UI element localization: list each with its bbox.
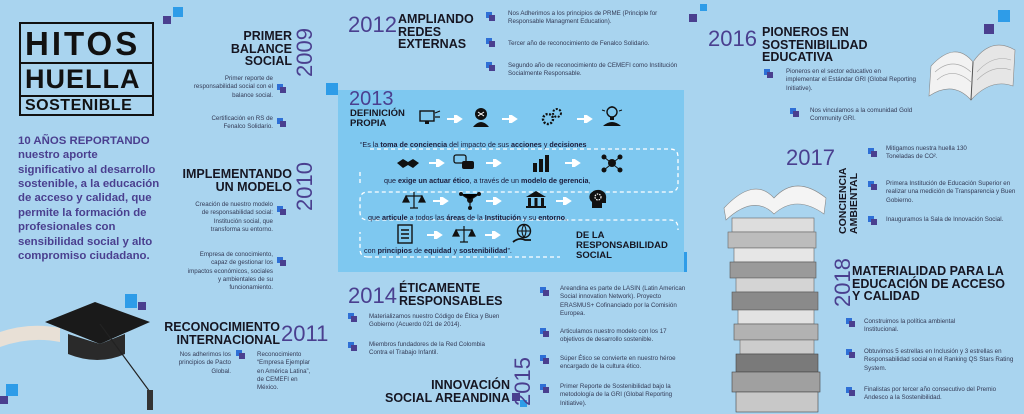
brain-person-icon — [469, 107, 493, 127]
year-2015: 2015 — [510, 357, 535, 406]
section-2012-heading: AMPLIANDO REDES EXTERNAS — [398, 12, 474, 51]
bullet-icon — [277, 84, 286, 93]
item-2010-1: Creación de nuestro modelo de responsabilidad social: Institución social, que transforma su entorno. — [195, 201, 273, 234]
item-2016-1: Pioneros en el sector educativo en implementar el Estándar GRI (Global Reporting Initiative). — [786, 68, 916, 92]
decor-square — [689, 14, 697, 22]
item-2015-1: Areandina es parte de LASIN (Latin American Social innovation Network). Proyecto ERASMUS+ Cofinanciado por la Comisión Europea. — [560, 285, 686, 318]
arrow-right-icon — [486, 159, 502, 167]
decor-square — [326, 83, 338, 95]
arrow-right-icon — [502, 115, 518, 123]
year-2017: 2017 — [786, 145, 835, 170]
checklist-icon — [394, 224, 418, 244]
bullet-icon — [540, 384, 549, 393]
flow-line-4: con principios de equidad y sostenibilidad”. — [364, 246, 512, 255]
arrow-right-icon — [565, 159, 581, 167]
bullet-icon — [540, 355, 549, 364]
bullet-icon — [868, 181, 877, 190]
bullet-icon — [540, 328, 549, 337]
item-2015-2: Articulamos nuestro modelo con los 17 objetivos de desarrollo sostenible. — [560, 328, 667, 344]
section-2011-heading: RECONOCIMIENTO INTERNACIONAL — [164, 320, 280, 347]
bullet-icon — [540, 287, 549, 296]
lightbulb-person-icon — [600, 106, 624, 126]
gears-head-icon — [586, 189, 610, 209]
arrow-right-icon — [427, 231, 443, 239]
section-2013-heading: DEFINICIÓN PROPIA — [350, 108, 405, 129]
decor-square — [173, 7, 183, 17]
section-2010-heading: IMPLEMENTANDO UN MODELO — [182, 167, 292, 194]
arrow-right-icon — [486, 197, 502, 205]
monitor-icon — [418, 109, 442, 129]
handshake-icon — [396, 153, 420, 173]
year-2010: 2010 — [292, 162, 317, 211]
section-2017-heading: CONCIENCIA AMBIENTAL — [837, 167, 861, 234]
section-2013-tail: DE LA RESPONSABILIDAD SOCIAL — [576, 230, 668, 261]
section-2018-heading: MATERIALIDAD PARA LA EDUCACIÓN DE ACCESO Y CALIDAD — [852, 264, 1006, 303]
bullet-icon — [868, 148, 877, 157]
year-2012: 2012 — [348, 12, 397, 37]
scales-icon — [452, 224, 476, 244]
item-2009-2: Certificación en RS de Fenalco Solidario. — [211, 115, 273, 131]
book-stack-icon — [714, 174, 834, 414]
arrow-right-icon — [577, 115, 593, 123]
year-2013: 2013 — [349, 88, 394, 110]
graduation-cap-icon — [0, 292, 160, 414]
bullet-icon — [764, 69, 773, 78]
arrow-right-icon — [429, 159, 445, 167]
bullet-icon — [868, 216, 877, 225]
item-2014-1: Materializamos nuestro Código de Ética y Buen Gobierno (Acuerdo 021 de 2014). — [369, 313, 500, 329]
item-2009-1: Primer reporte de responsabilidad social con el balance social. — [193, 75, 273, 99]
section-2015-heading: INNOVACIÓN SOCIAL AREANDINA — [384, 378, 510, 405]
bullet-icon — [277, 257, 286, 266]
year-2014: 2014 — [348, 283, 397, 308]
item-2015-3: Súper Ético se convierte en nuestro héroe encargado de la cultura ético. — [560, 355, 676, 371]
arrow-right-icon — [485, 231, 501, 239]
item-2011-2: Reconocimiento “Empresa Ejemplar en América Latina”, de CEMEFI en México. — [257, 351, 311, 392]
item-2014-2: Miembros fundadores de la Red Colombia Contra el Trabajo Infantil. — [369, 341, 485, 357]
item-2012-2: Tercer año de reconocimiento de Fenalco Solidario. — [508, 40, 650, 47]
title-box — [19, 22, 154, 116]
bullet-icon — [348, 342, 357, 351]
bullet-icon — [486, 38, 495, 47]
network-icon — [458, 190, 482, 210]
bar-chart-icon — [530, 153, 554, 173]
speech-icon — [452, 153, 476, 173]
item-2017-3: Inauguramos la Sala de Innovación Social. — [886, 216, 1004, 223]
gears-icon — [540, 107, 564, 127]
item-2016-2: Nos vinculamos a la comunidad Gold Community GRI. — [810, 107, 913, 123]
year-2018: 2018 — [830, 258, 855, 307]
flow-line-2: que exige un actuar ético, a través de un modelo de gerencia, — [384, 176, 591, 185]
title-line-3: SOSTENIBLE — [25, 97, 133, 114]
arrow-right-icon — [556, 197, 572, 205]
item-2017-1: Mitigamos nuestra huella 130 Toneladas de CO². — [886, 145, 967, 161]
item-2011-1: Nos adherimos los principios de Pacto Global. — [178, 351, 231, 375]
bullet-icon — [486, 62, 495, 71]
year-2011: 2011 — [281, 321, 329, 346]
decor-square — [163, 16, 171, 24]
title-line-2: HUELLA — [25, 64, 141, 94]
arrow-right-icon — [447, 115, 463, 123]
item-2018-1: Construimos la política ambiental Institucional. — [864, 318, 956, 334]
section-2014-heading: ÉTICAMENTE RESPONSABLES — [399, 281, 503, 308]
bullet-icon — [277, 206, 286, 215]
year-2009: 2009 — [292, 28, 317, 77]
bullet-icon — [486, 12, 495, 21]
item-2012-3: Segundo año de reconocimiento de CEMEFI como Institución Socialmente Responsable. — [508, 62, 678, 78]
globe-hand-icon — [511, 223, 535, 243]
flying-book-icon — [925, 20, 1017, 112]
bullet-icon — [277, 118, 286, 127]
item-2012-1: Nos Adherimos a los principios de PRME (Principle for Responsable Managment Education). — [508, 10, 658, 26]
item-2018-2: Obtuvimos 5 estrellas en Inclusión y 3 estrellas en Responsabilidad social en el Ranking QS Stars Rating System. — [864, 348, 1014, 372]
section-2016-heading: PIONEROS EN SOSTENIBILIDAD EDUCATIVA — [762, 25, 868, 64]
item-2018-3: Finalistas por tercer año consecutivo del Premio Andesco a la Sostenibilidad. — [864, 386, 997, 402]
section-2009-heading: PRIMER BALANCE SOCIAL — [230, 29, 292, 68]
bullet-icon — [846, 349, 855, 358]
item-2015-4: Primer Reporte de Sostenibilidad bajo la metodología de la GRI (Global Reporting Initiative). — [560, 383, 673, 407]
arrow-right-icon — [433, 197, 449, 205]
bullet-icon — [790, 108, 799, 117]
bullet-icon — [846, 318, 855, 327]
intro-text: 10 AÑOS REPORTANDO nuestro aporte significativo al desarrollo sostenible, a la educación de acceso y calidad, que permite la formación de profesionales con sensibilidad social y alto compromiso ciudadano. — [18, 135, 160, 262]
bullet-icon — [348, 313, 357, 322]
bullet-icon — [236, 350, 245, 359]
title-line-1: HITOS — [25, 25, 141, 62]
bullet-icon — [846, 387, 855, 396]
building-icon — [524, 189, 548, 209]
item-2010-2: Empresa de conocimiento, capaz de gestionar los impactos económicos, sociales y ambientales de su funcionamiento. — [187, 251, 273, 292]
flow-line-3: que articule a todos las áreas de la Institución y su entorno, — [368, 213, 568, 222]
item-2017-2: Primera Institución de Educación Superior en realizar una medición de Transparencia y Buen Gobierno. — [886, 180, 1016, 204]
scales-icon — [402, 190, 426, 210]
decor-square — [700, 4, 707, 11]
year-2016: 2016 — [708, 26, 757, 51]
network-icon — [600, 153, 624, 173]
flow-line-1: “Es la toma de conciencia del impacto de sus acciones y decisiones — [360, 140, 587, 149]
